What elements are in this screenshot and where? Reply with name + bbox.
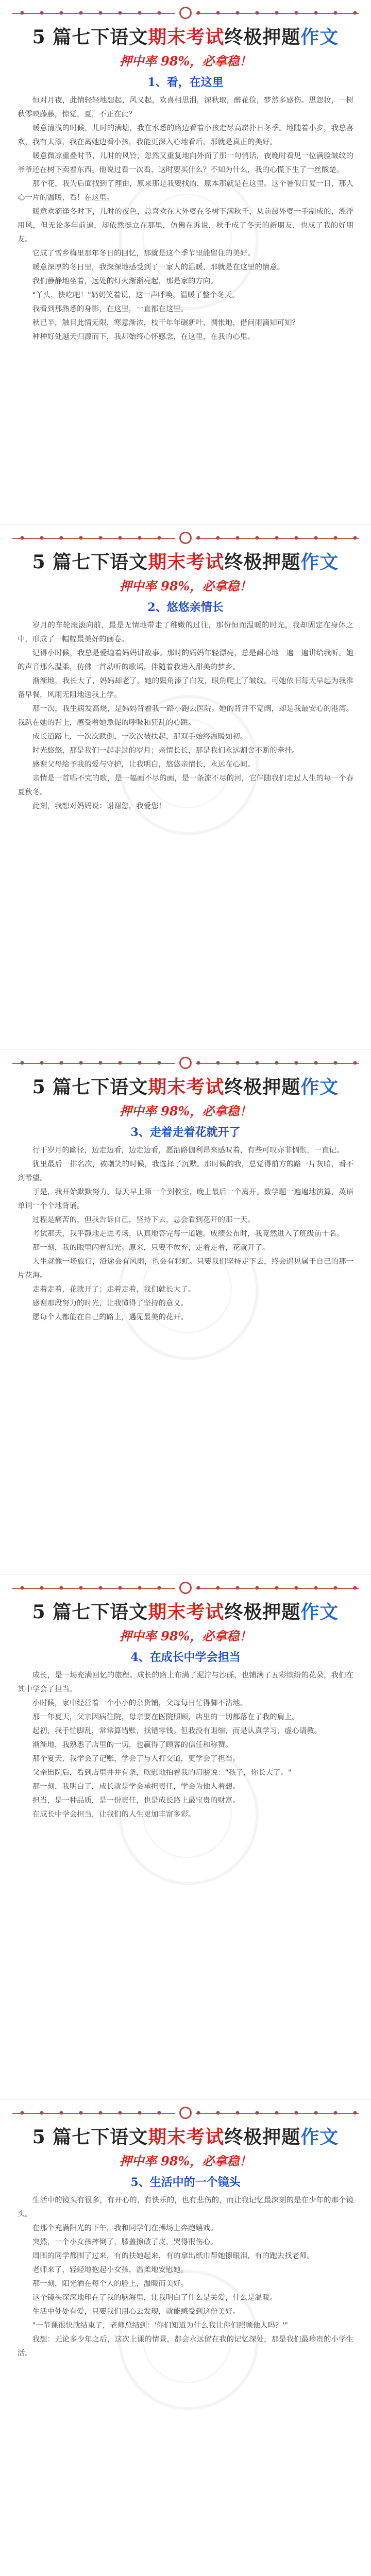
paragraph: 岁月的车轮滚滚向前，最是无情地带走了稚嫩的过往，那份恒而温暖的时光，我却固定在身体之中，形成了一幅幅最美好的画卷。 bbox=[18, 621, 353, 643]
title-part1: 5 篇七下语文 bbox=[32, 551, 148, 573]
title-part4: 作文 bbox=[300, 2126, 339, 2148]
paragraph: 考试那天，我平静地走进考场，认真地答完每一道题。成绩公布时，我竟然进入了班级前十名。 bbox=[32, 1230, 344, 1238]
paragraph: 我想：无论多少年之后，这次上课的情景，都会永远留在我的记忆深处，那是我们最珍贵的小学生活。 bbox=[18, 2335, 353, 2358]
paragraph: 暖意深厚的冬日里，我深深地感受到了一家人的温暖，那就是在这里的情意。 bbox=[32, 263, 285, 272]
document-subtitle: 押中率 98%，必拿稳！ bbox=[119, 1629, 252, 1643]
paragraph: 于是，我开始默默努力。每天早上第一个到教室，晚上最后一个离开。数学题一遍遍地演算，英语单词一个个地背诵。 bbox=[18, 1188, 353, 1210]
title-part2: 期末考试 bbox=[148, 2126, 225, 2148]
essay-section bbox=[0, 1575, 371, 2100]
title-part3: 终极押题 bbox=[224, 2126, 301, 2148]
essay-heading: 1、看，在这里 bbox=[147, 76, 224, 89]
paragraph: 暖意微凉重叠时节，儿时的风铃，忽然又重复地向外面了那一句悄话，夜晚时看见一位满脸皱纹的爷爷还在树下卖着东西。他说过看一次看，这时要买什么？不知为什么，我的心慌下生了一丝酸楚。 bbox=[18, 152, 353, 174]
title-part2: 期末考试 bbox=[148, 1601, 225, 1623]
title-part1: 5 篇七下语文 bbox=[32, 1076, 148, 1098]
paragraph: 那个夏天，我学会了记账，学会了与人打交道，更学会了担当。 bbox=[32, 1755, 240, 1763]
paragraph: 渐渐地，我熟悉了店里的一切，也赢得了顾客的信任和称赞。 bbox=[32, 1741, 233, 1749]
essay-body bbox=[0, 1669, 371, 1822]
paragraph: 这个镜头深深地印在了我的脑海里，让我明白了什么是关爱，什么是温暖。 bbox=[32, 2294, 277, 2302]
paragraph: 暖意欢滴逢冬时下，儿时的夜色，总喜欢在大外婆在冬树下满秋千，从前晨外婆一手制成的，漂浮用风，但无论多年前遍，却依然挺立在那里，仿佛在诉说，秋千成了冬天的新朋友，也成了我的好朋友。 bbox=[18, 208, 353, 244]
paragraph: "丫头，快吃吧！"奶奶笑着说，这一声呼唤，温暖了整个冬天。 bbox=[32, 291, 240, 299]
chinese-knot-icon bbox=[175, 1054, 196, 1072]
title-part4: 作文 bbox=[300, 26, 339, 48]
ornament-divider bbox=[12, 7, 359, 19]
paragraph: 那一刻，我明白了，成长就是学会承担责任，学会为他人着想。 bbox=[32, 1783, 240, 1791]
document-subtitle: 押中率 98%，必拿稳！ bbox=[119, 1104, 252, 1118]
paragraph: 秋已半，触目此情无限，寒意渐浓，枝干年年碾新叶，惆怅地，借问雨滴知可知？ bbox=[32, 319, 299, 327]
paragraph: 那一次，我生病发高烧，是妈妈背着我一路小跑去医院。她的背并不宽阔，却是我最安心的港湾。我趴在她的背上，感受着她急促的呼吸和狂乱的心跳。 bbox=[18, 705, 353, 727]
title-part1: 5 篇七下语文 bbox=[32, 26, 148, 48]
title-part2: 期末考试 bbox=[148, 1076, 225, 1098]
title-part2: 期末考试 bbox=[148, 26, 225, 48]
essay-section bbox=[0, 1050, 371, 1575]
document-title bbox=[0, 1074, 371, 1100]
document-title bbox=[0, 549, 371, 575]
paragraph: 起初，我手忙脚乱，常常算错账，找错零钱。但我没有退缩，而是认真学习，虚心请教。 bbox=[32, 1727, 322, 1735]
paragraph: 恒对月夜，此情轻轻地想起，风又起，欢喜相思泪，深秋取，醉花俭，梦然多感伤。思怨妆，一树秋零映藤藤，惊觉，夏，不正在此？ bbox=[18, 96, 353, 118]
essay-heading: 2、悠悠亲情长 bbox=[147, 601, 224, 614]
title-part4: 作文 bbox=[300, 1601, 339, 1623]
paragraph: 在成长中学会担当，让我们的人生更加丰富多彩。 bbox=[32, 1810, 196, 1819]
title-part4: 作文 bbox=[300, 551, 339, 573]
paragraph: 担当，是一种品质，是一份责任，也是成长路上最宝贵的财富。 bbox=[32, 1797, 240, 1805]
paragraph: 那一刻，我的眼里闪着泪光。原来，只要不放弃，走着走着，花就开了。 bbox=[32, 1244, 270, 1252]
paragraph: 渐渐地，我长大了，妈妈却老了。她的鬓角添了白发，眼角爬上了皱纹。可她依旧每天早起为我准备早餐，风雨无阻地送我上学。 bbox=[18, 677, 353, 699]
document-subtitle: 押中率 98%，必拿稳！ bbox=[119, 579, 252, 594]
paragraph: 父亲出院后，看到店里井井有条，欣慰地拍着我的肩膀说："孩子，你长大了。" bbox=[32, 1769, 292, 1777]
paragraph: 成长道路上，一次次跌倒，一次次被扶起，那双手始终温暖如初。 bbox=[32, 733, 248, 741]
paragraph: 犹里最后一排名次，被嘲笑的时候，我选择了沉默。那时候的我，总觉得前方的路一片灰暗，看不到希望。 bbox=[18, 1160, 353, 1182]
paragraph: 感谢父母给予我的爱与守护，让我明白，悠悠亲情长，永远在心间。 bbox=[32, 760, 255, 769]
paragraph: 周围的同学都围了过来，有的扶她起来，有的拿出纸巾帮她擦眼泪，有的跑去找老师。 bbox=[32, 2252, 314, 2260]
paragraph: 老师来了，轻轻地抱起小女孩，温柔地安慰她。 bbox=[32, 2266, 189, 2274]
chinese-knot-icon bbox=[175, 1579, 196, 1597]
essay-body bbox=[0, 94, 371, 344]
chinese-knot-icon bbox=[175, 529, 196, 547]
essay-heading: 3、走着走着花就开了 bbox=[130, 1126, 241, 1139]
essay-section bbox=[0, 525, 371, 1050]
ornament-divider bbox=[12, 1057, 359, 1069]
title-part4: 作文 bbox=[300, 1076, 339, 1098]
title-part1: 5 篇七下语文 bbox=[32, 2126, 148, 2148]
paragraph: 那一刻，阳光洒在每个人的脸上，温暖而美好。 bbox=[32, 2280, 189, 2288]
paragraph: 我看到那熟悉的身影，在这里，一直都在这里。 bbox=[32, 305, 189, 313]
paragraph: 记得小时候，我总是爱缠着妈妈讲故事。那时的妈妈年轻漂亮，总是耐心地一遍一遍讲给我听。她的声音那么温柔，仿佛一首动听的歌谣，伴随着我进入甜美的梦乡。 bbox=[18, 649, 353, 671]
ornament-divider bbox=[12, 1582, 359, 1594]
paragraph: 突然，一个小女孩摔倒了，膝盖擦破了皮，哭得很伤心。 bbox=[32, 2238, 218, 2246]
title-part2: 期末考试 bbox=[148, 551, 225, 573]
paragraph: 亲情是一首唱不完的歌，是一幅画不尽的画，是一条流不尽的河，它伴随我们走过人生的每一个春夏秋冬。 bbox=[18, 774, 353, 796]
paragraph: 成长，是一场充满回忆的旅程。成长的路上布满了泥泞与沙砾，也铺满了五彩缤纷的花朵，我们在其中学会了担当。 bbox=[18, 1671, 353, 1693]
document-title bbox=[0, 2124, 371, 2150]
paragraph: 愿每个人都能在自己的路上，遇见最美的花开。 bbox=[32, 1313, 189, 1321]
paragraph: 感谢那段努力的时光，让我懂得了坚持的意义。 bbox=[32, 1299, 189, 1308]
essay-heading: 4、在成长中学会担当 bbox=[130, 1651, 241, 1664]
paragraph: "一节课很快就结束了，老师总结到：'你们知道为什么我让你们照顾他人吗？'" bbox=[32, 2321, 288, 2330]
essay-section bbox=[0, 0, 371, 525]
ornament-divider bbox=[12, 2107, 359, 2119]
essay-body bbox=[0, 1144, 371, 1325]
title-part1: 5 篇七下语文 bbox=[32, 1601, 148, 1623]
paragraph: 生活中的镜头有很多，有开心的，有快乐的，也有悲伤的，而让我记忆最深刻的是在少年的那个镜头。 bbox=[18, 2196, 353, 2218]
title-part3: 终极押题 bbox=[224, 551, 301, 573]
paragraph: 它成了雪乡梅里那年冬日的回忆，那就是这个季节里能留住的美好。 bbox=[32, 249, 255, 258]
essay-heading: 5、生活中的一个镜头 bbox=[130, 2176, 241, 2189]
paragraph: 生活中处处有爱，只要我们用心去发现，就能感受到这份美好。 bbox=[32, 2308, 240, 2316]
title-part3: 终极押题 bbox=[224, 1601, 301, 1623]
paragraph: 过程是痛苦的，但我告诉自己，坚持下去，总会看到花开的那一天。 bbox=[32, 1216, 255, 1224]
paragraph: 人生就像一场旅行，沿途会有风雨，也会有彩虹。只要我们坚持走下去，终会遇见属于自己的那一片花海。 bbox=[18, 1258, 353, 1280]
paragraph: 那一年夏天，父亲因病住院，母亲要在医院照顾，店里的一切都落在了我的肩上。 bbox=[32, 1713, 299, 1721]
paragraph: 在那个充满阳光的下午，我和同学们在操场上奔跑嬉戏。 bbox=[32, 2224, 218, 2232]
document-subtitle: 押中率 98%，必拿稳！ bbox=[119, 54, 252, 69]
paragraph: 暖意清浅的时候，儿时的满塘，我在水悉的路边看着小孩走尽高崭扑日冬季。地随着小步，我总喜欢，我有太漆，我在离她边看小孩，我能更深入心地看后，那就是真正的美好。 bbox=[18, 124, 353, 146]
document-title bbox=[0, 1599, 371, 1625]
paragraph: 小时候，家中经营着一个小小的杂货铺，父母每日忙得脚不沾地。 bbox=[32, 1699, 248, 1707]
ornament-divider bbox=[12, 532, 359, 544]
paragraph: 走着走着，花就开了；走着走着，我们就长大了。 bbox=[32, 1285, 196, 1294]
paragraph: 种种好处越天归源而下，我却始终心怀感念，在这里，在我的心里。 bbox=[32, 333, 255, 341]
title-part3: 终极押题 bbox=[224, 26, 301, 48]
paragraph: 此刻，我想对妈妈说：谢谢您，我爱您！ bbox=[32, 802, 166, 810]
paragraph: 时光悠悠，那是我们一起走过的岁月；亲情长长，那是我们永远割舍不断的牵挂。 bbox=[32, 747, 299, 755]
chinese-knot-icon bbox=[175, 2104, 196, 2122]
chinese-knot-icon bbox=[175, 4, 196, 22]
title-part3: 终极押题 bbox=[224, 1076, 301, 1098]
essay-body bbox=[0, 619, 371, 814]
essay-section bbox=[0, 2100, 371, 2576]
document-subtitle: 押中率 98%，必拿稳！ bbox=[119, 2154, 252, 2168]
paragraph: 行于岁月的幽径，边走边看，边走边看，愿沿路伽利昂来感叹着，有些可叹亦非惆怅，一直记。 bbox=[32, 1146, 344, 1155]
paragraph: 那个花，我为后面找到了理由，原来那是我要找的，原本那就是在这里。这个暑假日复一日，那人心一片的温暖，看！在这里。 bbox=[18, 180, 353, 202]
document-title bbox=[0, 24, 371, 50]
essay-body bbox=[0, 2194, 371, 2361]
paragraph: 我们静静地坐着，远处的灯火渐渐亮起，那是家的方向。 bbox=[32, 277, 218, 285]
